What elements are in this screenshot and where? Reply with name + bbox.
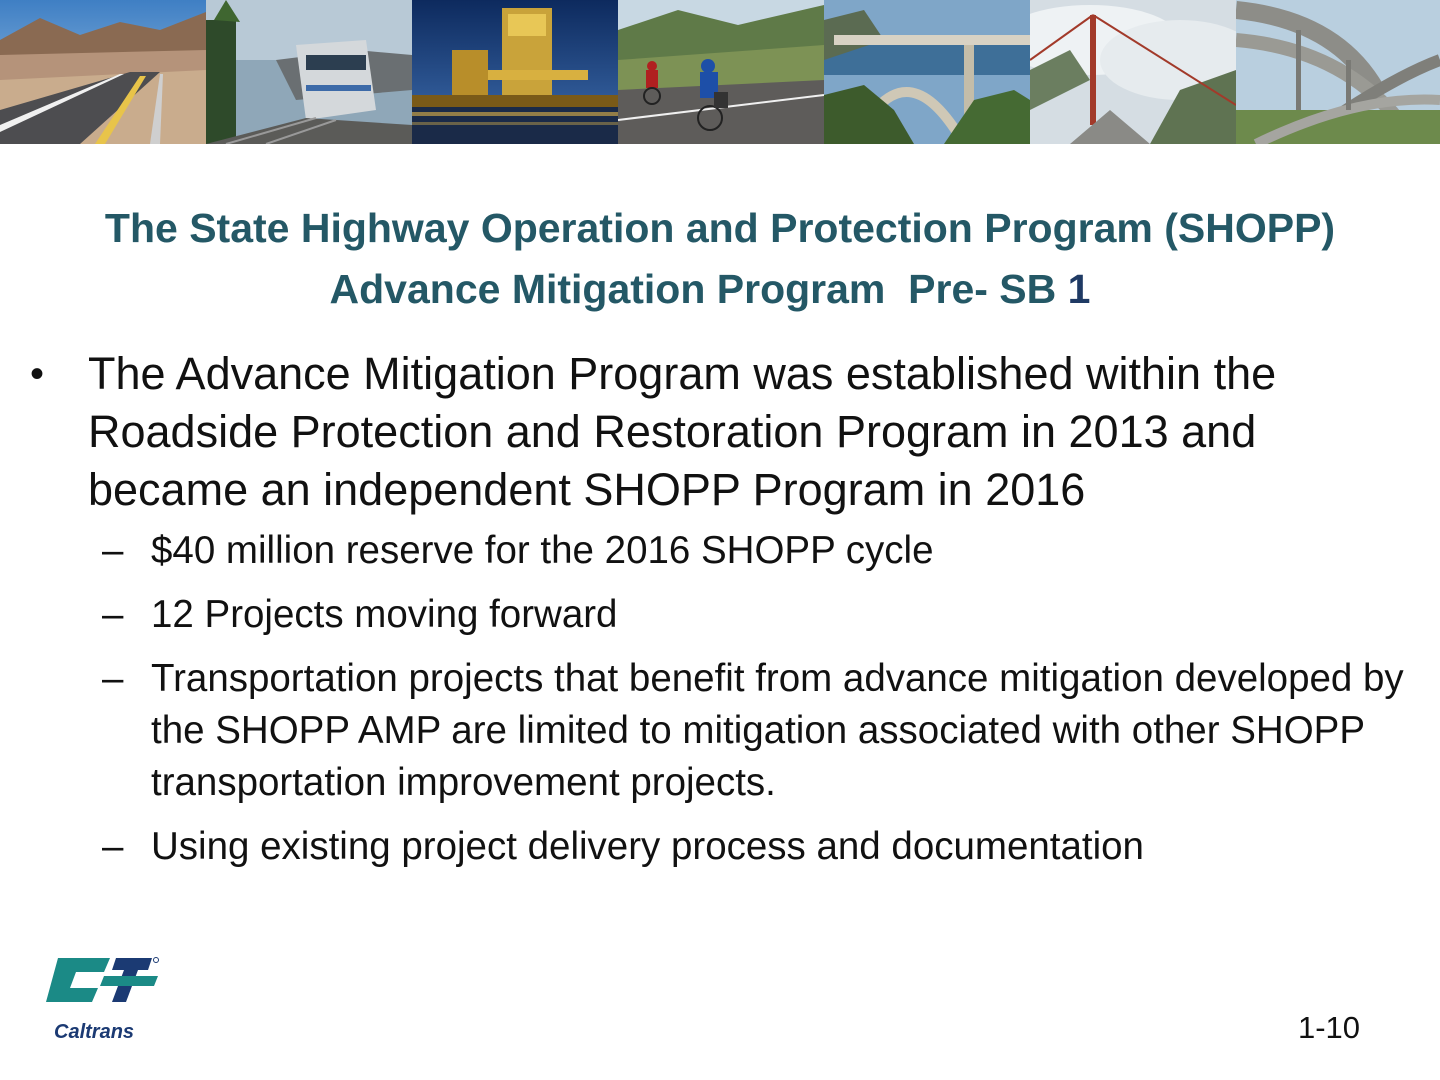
bullet-marker: • [30, 352, 45, 396]
page-number: 1-10 [1297, 1010, 1360, 1045]
sub-bullet-text: $40 million reserve for the 2016 SHOPP cycle [151, 529, 934, 572]
cyclists-coastal-road-photo [618, 0, 824, 144]
caltrans-logo [40, 952, 165, 1044]
coastal-arch-bridge-photo [824, 0, 1030, 144]
photo-banner [0, 0, 1440, 144]
sub-bullet-text: Using existing project delivery process and documentation [151, 825, 1144, 868]
title-line-1: The State Highway Operation and Protection Program (SHOPP) [104, 205, 1336, 251]
desert-highway-photo [0, 0, 206, 144]
slide-content [30, 345, 1420, 885]
sub-bullet [30, 525, 1420, 577]
dash-marker: – [102, 657, 124, 700]
sub-bullet [30, 653, 1420, 809]
caltrans-wordmark: Caltrans [54, 1021, 135, 1043]
dash-marker: – [102, 825, 124, 868]
bridge-in-fog-photo [1030, 0, 1236, 144]
sub-bullet [30, 589, 1420, 641]
main-bullet-text: The Advance Mitigation Program was established within the Roadside Protection and Restoration Program in 2013 and became an independent SHOPP Program in 2016 [88, 348, 1277, 515]
dash-marker: – [102, 593, 124, 636]
sub-bullet [30, 821, 1420, 873]
tower-bridge-night-photo [412, 0, 618, 144]
passenger-train-photo [206, 0, 412, 144]
title-line-2 [0, 259, 1440, 320]
sub-bullet-list [30, 525, 1420, 873]
title-line-2-text: Advance Mitigation Program Pre- SB [329, 266, 1068, 312]
slide-title [0, 198, 1440, 320]
sub-bullet-text: 12 Projects moving forward [151, 593, 618, 636]
freeway-interchange-photo [1236, 0, 1440, 144]
sub-bullet-text: Transportation projects that benefit from advance mitigation developed by the SHOPP AMP are limited to mitigation associated with other SHOPP transportation improvement projects. [151, 657, 1404, 804]
main-bullet [30, 345, 1420, 519]
title-line-2-number: 1 [1067, 266, 1091, 312]
dash-marker: – [102, 529, 124, 572]
